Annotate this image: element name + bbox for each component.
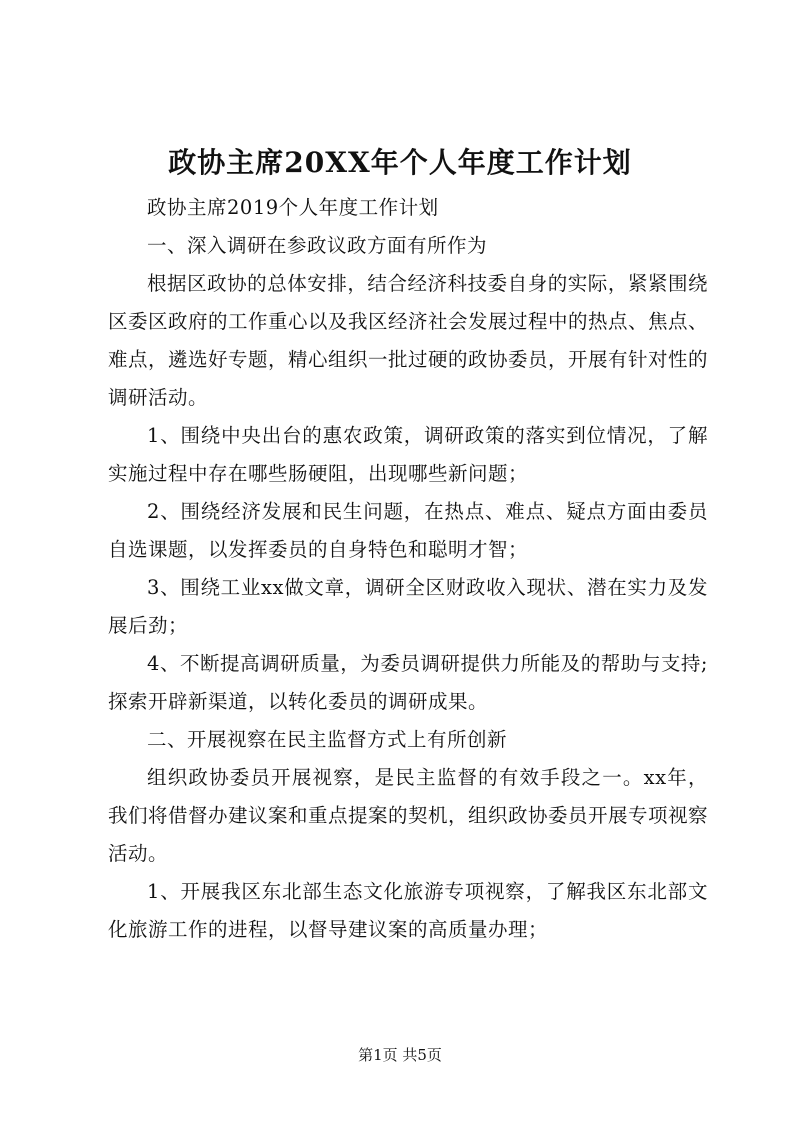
document-title: 政协主席20XX年个人年度工作计划 (168, 146, 632, 179)
document-body (108, 189, 708, 949)
list-item: 1、开展我区东北部生态文化旅游专项视察，了解我区东北部文化旅游工作的进程，以督导建议案的高质量办理； (108, 880, 708, 941)
section-heading-1: 一、深入调研在参政议政方面有所作为 (147, 234, 488, 257)
list-item: 3、围绕工业xx做文章，调研全区财政收入现状、潜在实力及发展后劲； (108, 576, 708, 637)
list-item: 1、围绕中央出台的惠农政策，调研政策的落实到位情况，了解实施过程中存在哪些肠硬阻，出现哪些新问题； (108, 424, 708, 485)
page-number: 第1页 共5页 (358, 1046, 442, 1064)
paragraph: 组织政协委员开展视察，是民主监督的有效手段之一。xx年，我们将借督办建议案和重点提案的契机，组织政协委员开展专项视察活动。 (108, 766, 709, 865)
list-item: 4、不断提高调研质量，为委员调研提供力所能及的帮助与支持;探索开辟新渠道，以转化委员的调研成果。 (108, 652, 708, 713)
section-heading-2: 二、开展视察在民主监督方式上有所创新 (147, 728, 508, 751)
paragraph: 根据区政协的总体安排，结合经济科技委自身的实际，紧紧围绕区委区政府的工作重心以及我区经济社会发展过程中的热点、焦点、难点，遴选好专题，精心组织一批过硬的政协委员，开展有针对性的调研活动。 (108, 272, 709, 409)
list-item: 2、围绕经济发展和民生问题，在热点、难点、疑点方面由委员自选课题，以发挥委员的自身特色和聪明才智； (108, 500, 708, 561)
paragraph-subtitle: 政协主席2019个人年度工作计划 (147, 196, 439, 219)
